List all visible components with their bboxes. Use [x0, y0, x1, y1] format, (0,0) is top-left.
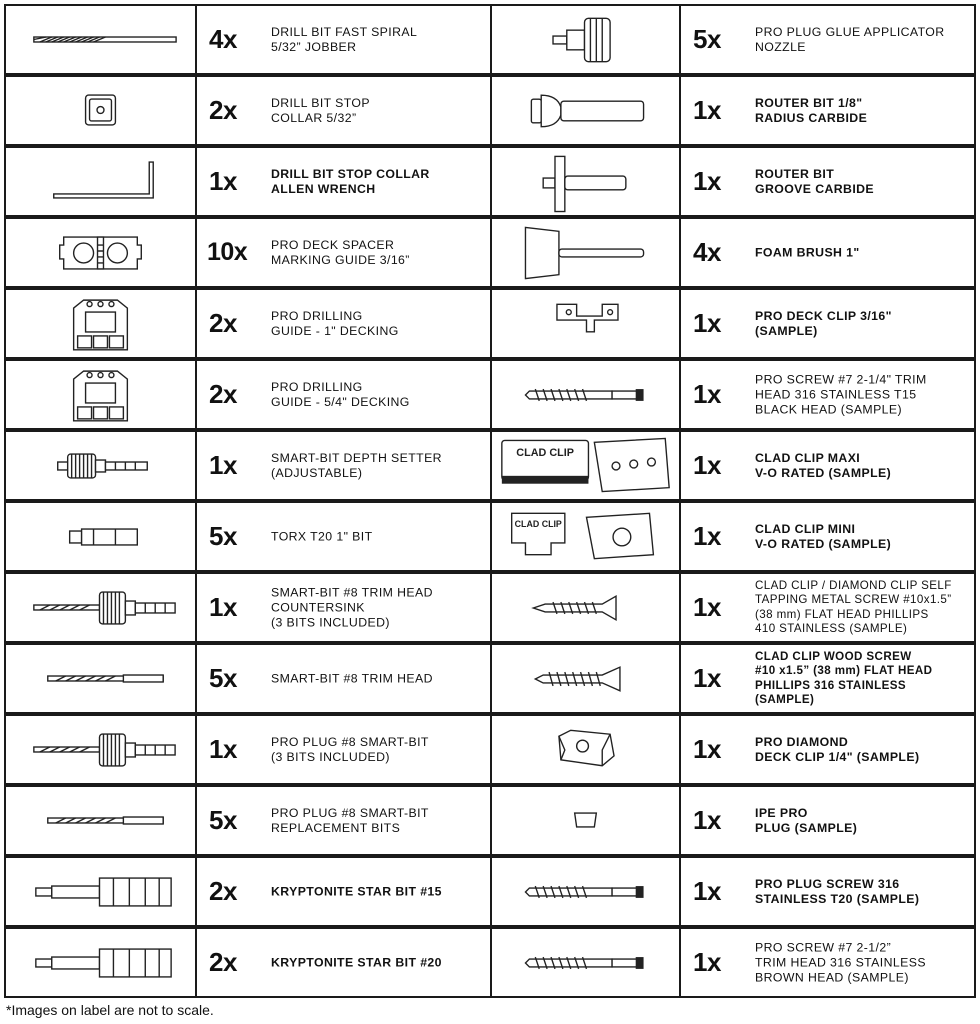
part-description: SMART-BIT DEPTH SETTER (ADJUSTABLE) [271, 450, 442, 480]
part-image-cell [490, 643, 681, 714]
part-text-cell [679, 288, 976, 359]
part-description: PRO PLUG SCREW 316 STAINLESS T20 (SAMPLE) [755, 876, 920, 906]
foam-brush-icon [492, 219, 679, 286]
quantity-label: 5x [693, 24, 721, 54]
parts-row [490, 359, 977, 430]
parts-row [490, 927, 977, 998]
smart-bit-icon [6, 787, 195, 854]
part-description: PRO PLUG #8 SMART-BIT (3 BITS INCLUDED) [271, 734, 429, 764]
part-text-cell [679, 927, 976, 998]
part-text-cell [195, 501, 492, 572]
parts-row [4, 856, 490, 927]
part-text-cell [195, 714, 492, 785]
part-image-cell [4, 643, 197, 714]
part-description: PRO DECK SPACER MARKING GUIDE 3/16” [271, 237, 410, 267]
parts-row [4, 75, 490, 146]
drilling-guide-icon [6, 361, 195, 428]
quantity-label: 2x [209, 308, 237, 338]
quantity-label: 2x [209, 95, 237, 125]
star-bit-icon [6, 858, 195, 925]
quantity-label: 1x [693, 592, 721, 622]
part-image-cell [4, 714, 197, 785]
part-description: DRILL BIT STOP COLLAR ALLEN WRENCH [271, 166, 430, 196]
part-description: PRO DRILLING GUIDE - 5/4" DECKING [271, 379, 410, 409]
part-image-cell [4, 572, 197, 643]
part-image-cell [490, 4, 681, 75]
parts-row [490, 75, 977, 146]
part-image-cell [4, 75, 197, 146]
part-image-cell [490, 714, 681, 785]
parts-row [4, 359, 490, 430]
part-description: PRO PLUG GLUE APPLICATOR NOZZLE [755, 24, 945, 54]
part-text-cell [195, 572, 492, 643]
svg-text:CLAD CLIP: CLAD CLIP [514, 519, 562, 530]
torx-bit-icon [6, 503, 195, 570]
part-description: SMART-BIT #8 TRIM HEAD COUNTERSINK (3 BITS INCLUDED) [271, 585, 433, 629]
part-description: PRO SCREW #7 2-1/4" TRIM HEAD 316 STAINLESS T15 BLACK HEAD (SAMPLE) [755, 372, 927, 416]
clad-clip-maxi-icon [492, 432, 679, 499]
part-description: TORX T20 1" BIT [271, 529, 373, 543]
quantity-label: 1x [693, 663, 721, 693]
part-text-cell [195, 785, 492, 856]
stop-collar-icon [6, 77, 195, 144]
parts-row [490, 572, 977, 643]
parts-table [2, 4, 976, 996]
part-text-cell [195, 288, 492, 359]
parts-row [4, 714, 490, 785]
part-text-cell [679, 714, 976, 785]
part-image-cell [490, 430, 681, 501]
footnote: *Images on label are not to scale. [6, 1002, 214, 1018]
parts-row [490, 217, 977, 288]
countersink-bit-icon [6, 574, 195, 641]
countersink-bit-icon [6, 716, 195, 783]
part-image-cell [490, 217, 681, 288]
part-text-cell [679, 217, 976, 288]
part-text-cell [679, 146, 976, 217]
quantity-label: 1x [693, 521, 721, 551]
parts-row [4, 501, 490, 572]
part-text-cell [195, 75, 492, 146]
quantity-label: 1x [693, 876, 721, 906]
part-description: FOAM BRUSH 1" [755, 245, 860, 259]
quantity-label: 5x [209, 521, 237, 551]
quantity-label: 1x [693, 308, 721, 338]
part-description: DRILL BIT FAST SPIRAL 5/32” JOBBER [271, 24, 418, 54]
parts-row [4, 288, 490, 359]
part-description: CLAD CLIP / DIAMOND CLIP SELF TAPPING METAL SCREW #10x1.5” (38 mm) FLAT HEAD PHILLIPS 410 STAINLESS (SAMPLE) [755, 578, 952, 635]
part-text-cell [679, 359, 976, 430]
part-image-cell [4, 785, 197, 856]
quantity-label: 2x [209, 876, 237, 906]
parts-row [490, 714, 977, 785]
part-description: PRO SCREW #7 2-1/2” TRIM HEAD 316 STAINLESS BROWN HEAD (SAMPLE) [755, 940, 926, 984]
part-image-cell [4, 217, 197, 288]
part-text-cell [195, 856, 492, 927]
part-text-cell [195, 359, 492, 430]
trim-screw-icon [492, 858, 679, 925]
quantity-label: 1x [693, 805, 721, 835]
part-image-cell [490, 927, 681, 998]
part-text-cell [195, 643, 492, 714]
part-image-cell [490, 572, 681, 643]
part-text-cell [195, 146, 492, 217]
part-text-cell [679, 785, 976, 856]
svg-text:CLAD CLIP: CLAD CLIP [516, 447, 574, 460]
part-image-cell [490, 359, 681, 430]
part-description: ROUTER BIT 1/8" RADIUS CARBIDE [755, 95, 868, 125]
clad-clip-mini-icon [492, 503, 679, 570]
part-text-cell [679, 572, 976, 643]
part-image-cell [4, 146, 197, 217]
part-text-cell [679, 430, 976, 501]
wood-screw-icon [492, 645, 679, 712]
quantity-label: 10x [207, 238, 248, 266]
part-text-cell [679, 75, 976, 146]
part-text-cell [195, 927, 492, 998]
drill-bit-icon [6, 6, 195, 73]
parts-row [4, 146, 490, 217]
quantity-label: 1x [693, 379, 721, 409]
part-image-cell [4, 856, 197, 927]
part-description: DRILL BIT STOP COLLAR 5/32” [271, 95, 370, 125]
parts-row [4, 785, 490, 856]
glue-nozzle-icon [492, 6, 679, 73]
part-image-cell [490, 288, 681, 359]
quantity-label: 1x [693, 450, 721, 480]
parts-row [490, 4, 977, 75]
part-description: KRYPTONITE STAR BIT #15 [271, 884, 442, 898]
quantity-label: 1x [693, 166, 721, 196]
allen-wrench-icon [6, 148, 195, 215]
part-text-cell [679, 501, 976, 572]
router-bit-groove-icon [492, 148, 679, 215]
parts-row [4, 4, 490, 75]
self-tapping-screw-icon [492, 574, 679, 641]
spacer-guide-icon [6, 219, 195, 286]
parts-row [4, 572, 490, 643]
part-image-cell [490, 146, 681, 217]
deck-clip-icon [492, 290, 679, 357]
smart-bit-icon [6, 645, 195, 712]
parts-row [4, 430, 490, 501]
quantity-label: 2x [209, 947, 237, 977]
parts-row [490, 288, 977, 359]
quantity-label: 2x [209, 379, 237, 409]
parts-row [4, 927, 490, 998]
parts-row [4, 217, 490, 288]
part-text-cell [679, 643, 976, 714]
quantity-label: 1x [693, 947, 721, 977]
part-image-cell [4, 430, 197, 501]
part-description: KRYPTONITE STAR BIT #20 [271, 955, 442, 969]
parts-row [490, 501, 977, 572]
part-text-cell [195, 430, 492, 501]
quantity-label: 5x [209, 663, 237, 693]
part-description: PRO DIAMOND DECK CLIP 1/4" (SAMPLE) [755, 734, 920, 764]
part-text-cell [679, 856, 976, 927]
parts-row [4, 643, 490, 714]
trim-screw-icon [492, 361, 679, 428]
parts-row [490, 785, 977, 856]
quantity-label: 1x [209, 592, 237, 622]
part-text-cell [195, 4, 492, 75]
quantity-label: 4x [209, 24, 237, 54]
part-image-cell [4, 501, 197, 572]
part-description: ROUTER BIT GROOVE CARBIDE [755, 166, 875, 196]
part-image-cell [490, 785, 681, 856]
part-description: SMART-BIT #8 TRIM HEAD [271, 671, 433, 685]
part-description: IPE PRO PLUG (SAMPLE) [755, 805, 858, 835]
plug-icon [492, 787, 679, 854]
quantity-label: 1x [209, 734, 237, 764]
quantity-label: 4x [693, 237, 721, 267]
part-image-cell [490, 856, 681, 927]
part-image-cell [490, 501, 681, 572]
parts-row [490, 643, 977, 714]
part-image-cell [490, 75, 681, 146]
router-bit-radius-icon [492, 77, 679, 144]
part-image-cell [4, 359, 197, 430]
part-description: PRO DRILLING GUIDE - 1" DECKING [271, 308, 399, 338]
parts-row [490, 430, 977, 501]
parts-row [490, 856, 977, 927]
part-image-cell [4, 288, 197, 359]
quantity-label: 1x [693, 734, 721, 764]
star-bit-icon [6, 929, 195, 996]
part-image-cell [4, 927, 197, 998]
part-description: PRO PLUG #8 SMART-BIT REPLACEMENT BITS [271, 805, 429, 835]
part-description: PRO DECK CLIP 3/16" (SAMPLE) [755, 308, 892, 338]
diamond-clip-icon [492, 716, 679, 783]
part-text-cell [195, 217, 492, 288]
part-description: CLAD CLIP MINI V-O RATED (SAMPLE) [755, 521, 892, 551]
quantity-label: 5x [209, 805, 237, 835]
quantity-label: 1x [693, 95, 721, 125]
quantity-label: 1x [209, 450, 237, 480]
part-text-cell [679, 4, 976, 75]
part-description: CLAD CLIP WOOD SCREW #10 x1.5” (38 mm) FLAT HEAD PHILLIPS 316 STAINLESS (SAMPLE) [755, 649, 933, 706]
trim-screw-icon [492, 929, 679, 996]
depth-setter-icon [6, 432, 195, 499]
part-description: CLAD CLIP MAXI V-O RATED (SAMPLE) [755, 450, 892, 480]
part-image-cell [4, 4, 197, 75]
parts-row [490, 146, 977, 217]
quantity-label: 1x [209, 166, 237, 196]
drilling-guide-icon [6, 290, 195, 357]
